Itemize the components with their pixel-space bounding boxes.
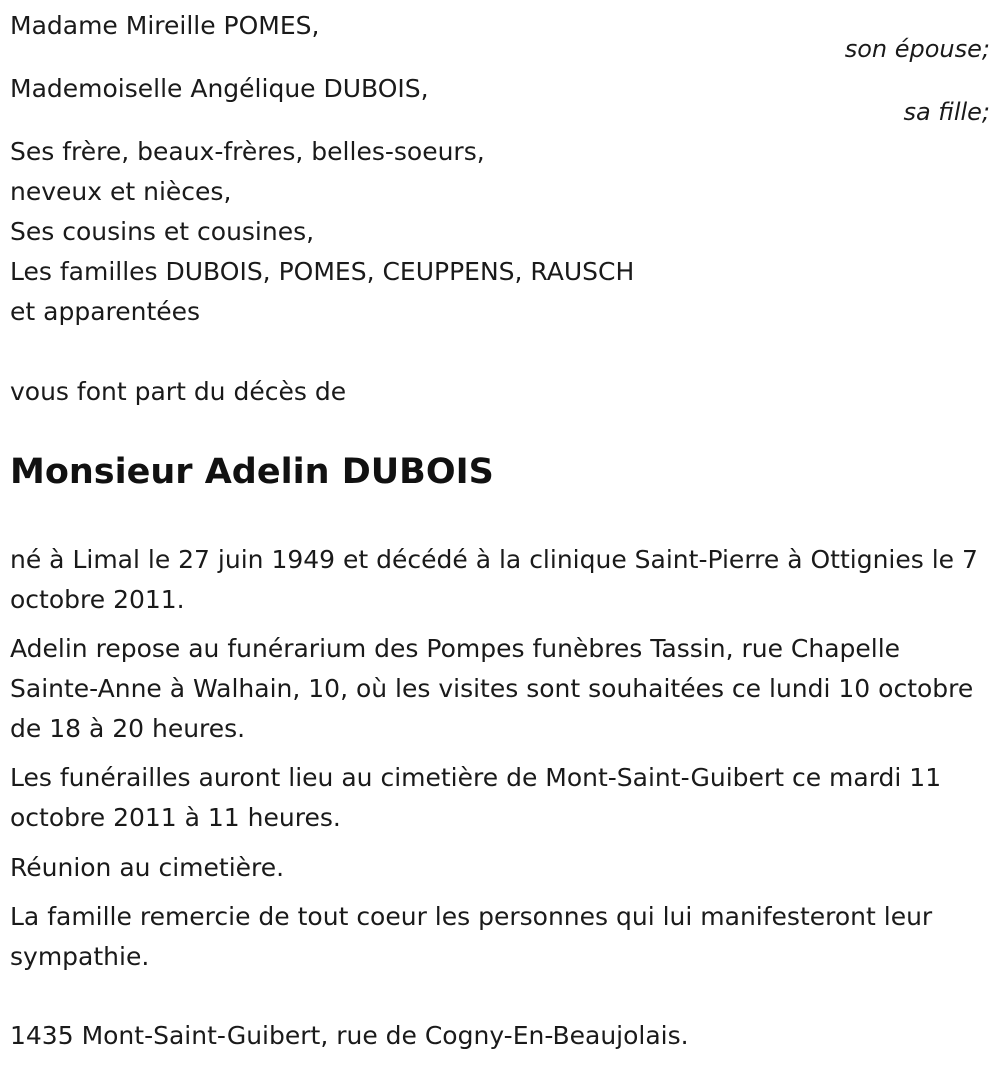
visitation-paragraph: Adelin repose au funérarium des Pompes funèbres Tassin, rue Chapelle Sainte-Anne à Walhain, 10, où les visites sont souhaitées ce lundi 10 octobre de 18 à 20 heures. <box>10 634 974 743</box>
relatives-line: Ses frère, beaux-frères, belles-soeurs, <box>10 137 485 166</box>
daughter-relation: sa fille; <box>903 98 990 126</box>
thanks-paragraph: La famille remercie de tout coeur les personnes qui lui manifesteront leur sympathie. <box>10 902 933 971</box>
relatives-line: Ses cousins et cousines, <box>10 217 315 246</box>
address-line: 1435 Mont-Saint-Guibert, rue de Cogny-En-Beaujolais. <box>10 1021 689 1050</box>
deceased-name: Monsieur Adelin DUBOIS <box>10 452 494 492</box>
obituary-notice <box>10 0 990 1072</box>
birth-death-paragraph: né à Limal le 27 juin 1949 et décédé à la clinique Saint-Pierre à Ottignies le 7 octobre 2011. <box>10 545 978 614</box>
funeral-paragraph: Les funérailles auront lieu au cimetière de Mont-Saint-Guibert ce mardi 11 octobre 2011 à 11 heures. <box>10 763 942 832</box>
relatives-line: Les familles DUBOIS, POMES, CEUPPENS, RAUSCH <box>10 257 635 286</box>
relatives-line: et apparentées <box>10 297 201 326</box>
wife-relation: son épouse; <box>844 35 990 63</box>
relatives-line: neveux et nièces, <box>10 177 232 206</box>
daughter-name: Mademoiselle Angélique DUBOIS, <box>10 74 429 103</box>
announcement-text: vous font part du décès de <box>10 377 347 406</box>
meeting-paragraph: Réunion au cimetière. <box>10 853 285 882</box>
wife-name: Madame Mireille POMES, <box>10 11 320 40</box>
